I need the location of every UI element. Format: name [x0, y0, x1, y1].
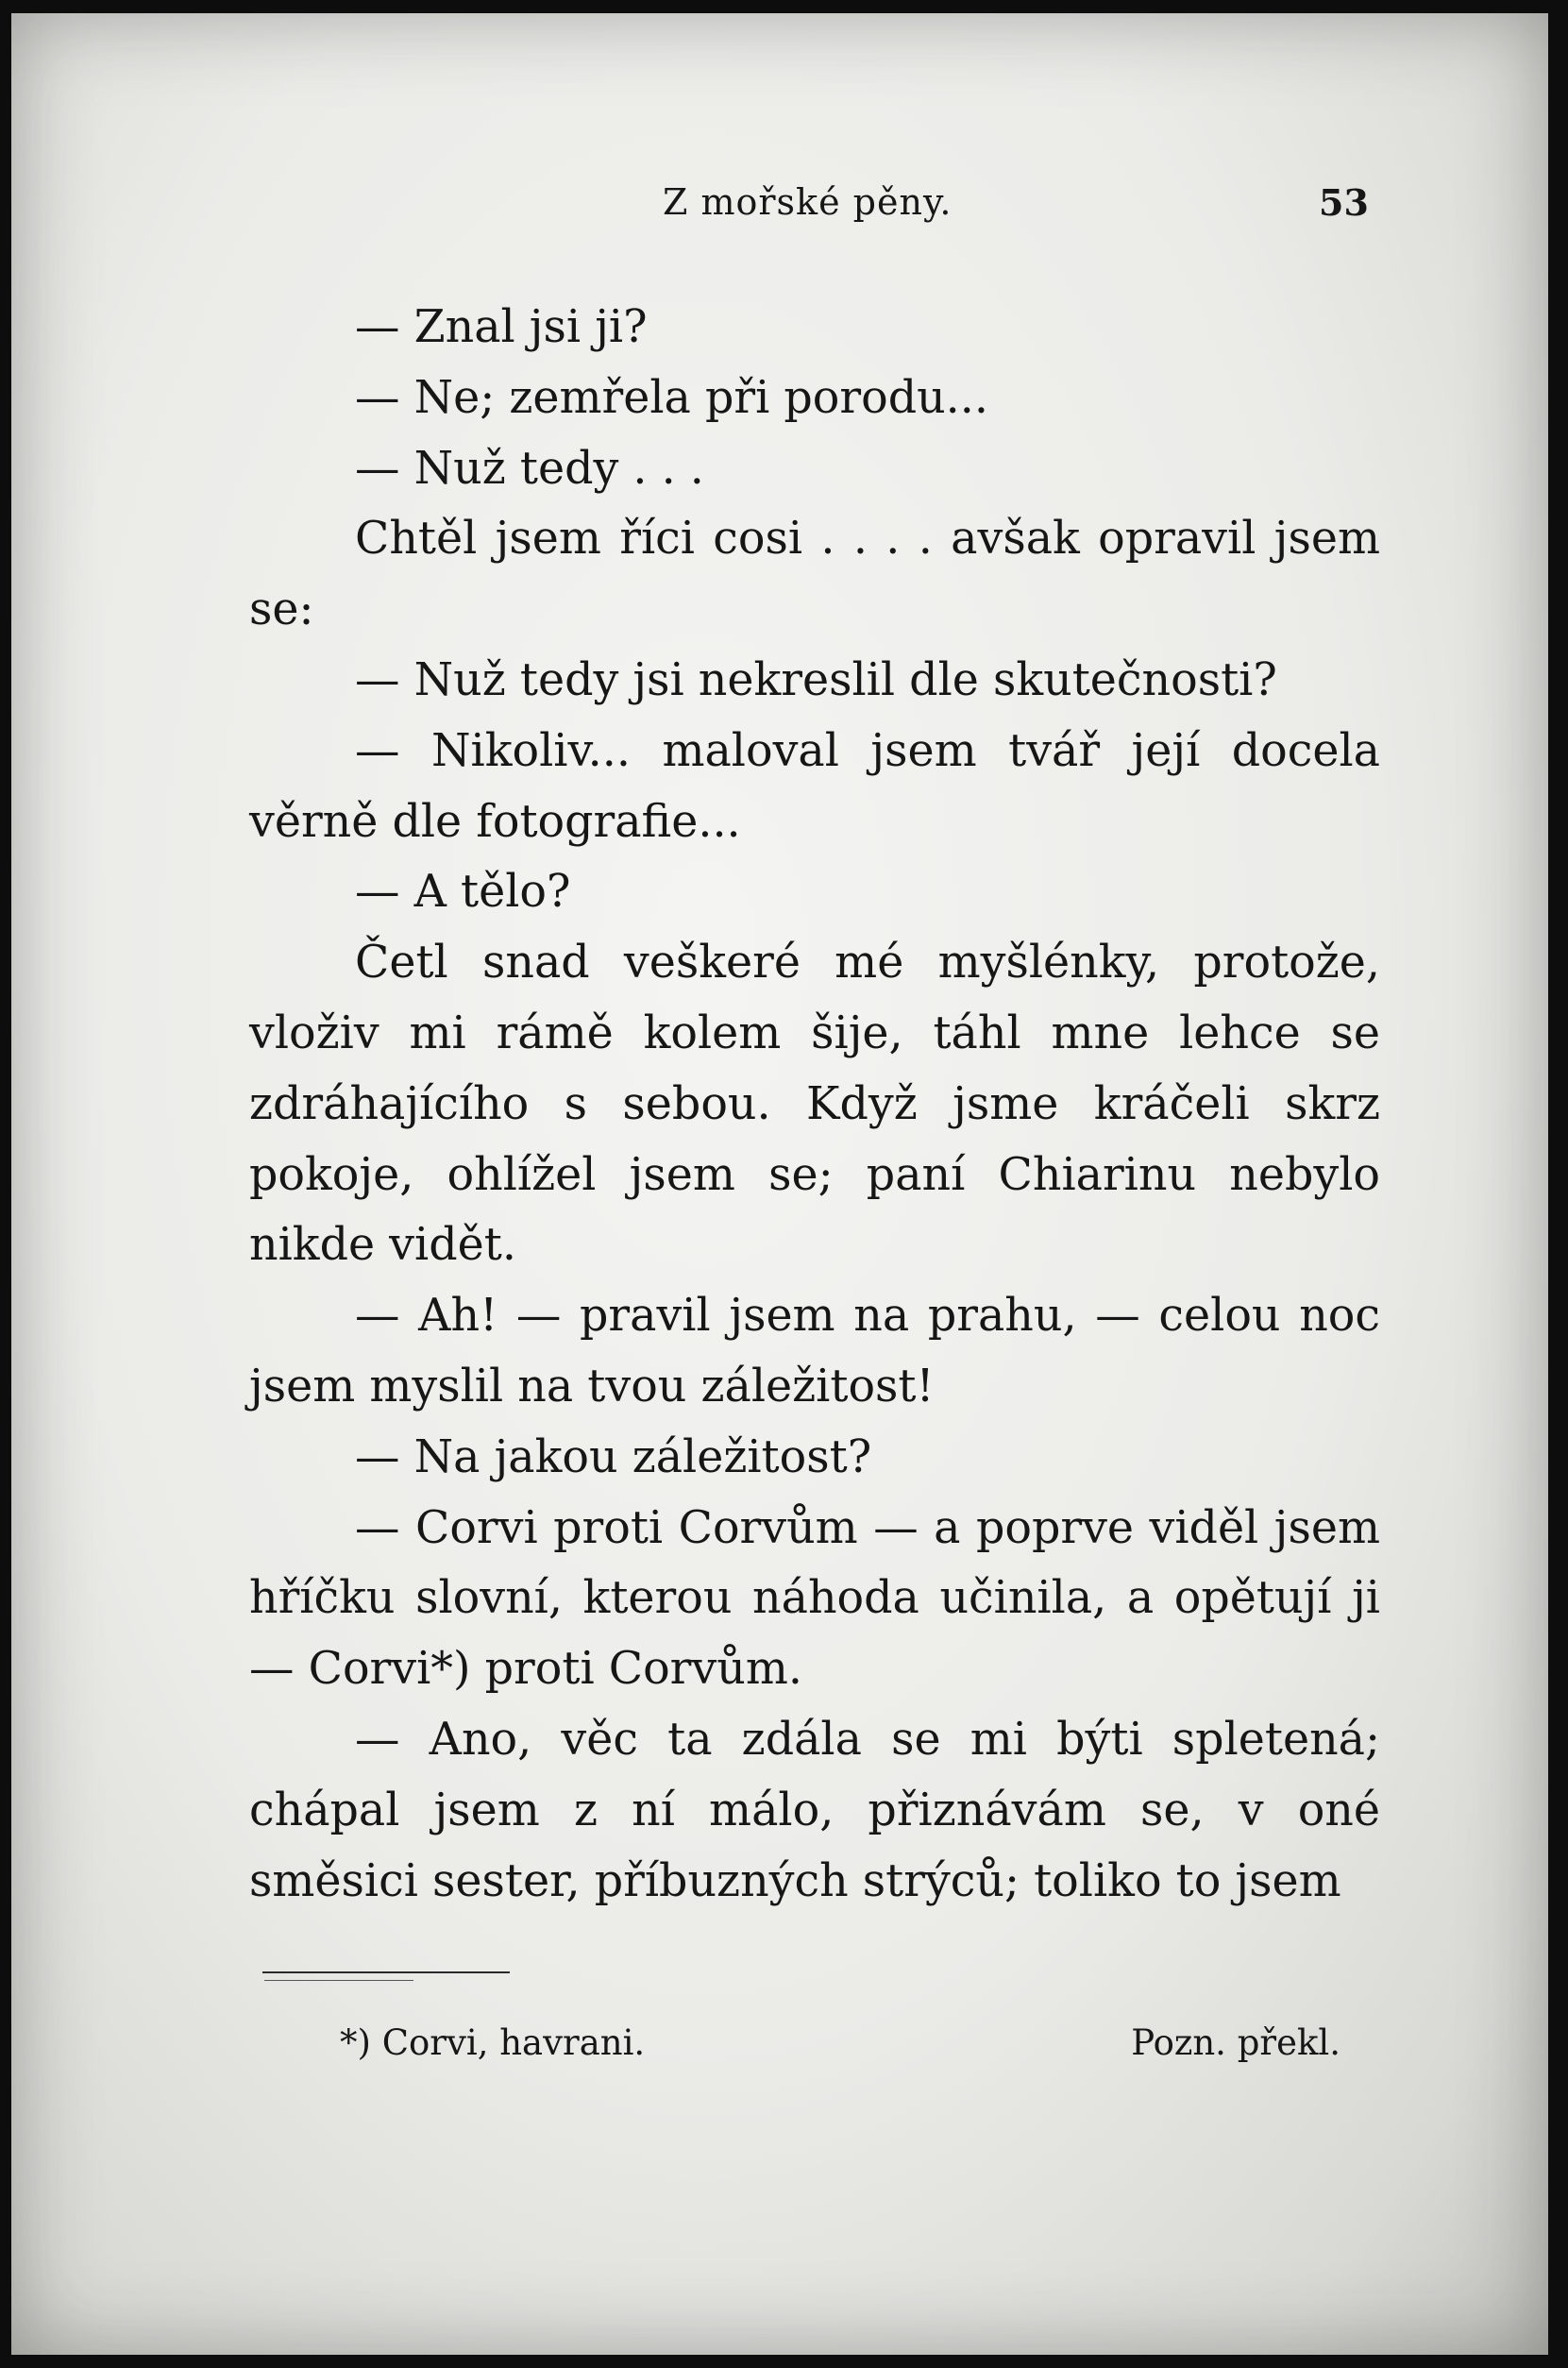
footnote-rule-secondary — [264, 1980, 413, 1981]
paragraph: Chtěl jsem říci cosi . . . . avšak opravil jsem se: — [249, 513, 1380, 636]
paragraph: — Na jakou záležitost? — [355, 1430, 872, 1483]
paragraph: — Ne; zemřela při porodu... — [355, 371, 988, 424]
paragraph: Četl snad veškeré mé myšlénky, protože, vloživ mi rámě kolem šije, táhl mne lehce se zdráhajícího s sebou. Když jsme kráčeli skrz pokoje, ohlížel jsem se; paní Chiarinu nebylo nikde vidět. — [249, 937, 1380, 1272]
body-text — [249, 293, 1380, 1917]
book-page — [11, 13, 1548, 2355]
paragraph: — Nuž tedy . . . — [355, 442, 704, 495]
paragraph: — Znal jsi ji? — [355, 301, 648, 353]
footnote-rule — [262, 1971, 510, 1973]
paragraph: — Nikoliv... maloval jsem tvář její docela věrně dle fotografie... — [249, 724, 1380, 848]
paragraph: — Corvi proti Corvům — a poprve viděl jsem hříčku slovní, kterou náhoda učinila, a opětují ji — Corvi*) proti Corvům. — [249, 1501, 1380, 1696]
running-title: Z mořské pěny. — [663, 181, 953, 223]
footnote-text: *) Corvi, havrani. — [340, 2022, 646, 2063]
footnote-credit: Pozn. překl. — [1131, 2022, 1340, 2063]
page-number: 53 — [1319, 181, 1369, 224]
paragraph: — Ano, věc ta zdála se mi býti spletená; chápal jsem z ní málo, přiznávám se, v oné směsici sester, příbuzných strýců; toliko to jsem — [249, 1713, 1380, 1907]
footnote — [340, 2022, 1340, 2063]
paragraph: — Nuž tedy jsi nekreslil dle skutečnosti? — [355, 653, 1277, 706]
paragraph: — Ah! — pravil jsem na prahu, — celou noc jsem myslil na tvou záležitost! — [249, 1290, 1380, 1412]
paragraph: — A tělo? — [355, 866, 571, 919]
